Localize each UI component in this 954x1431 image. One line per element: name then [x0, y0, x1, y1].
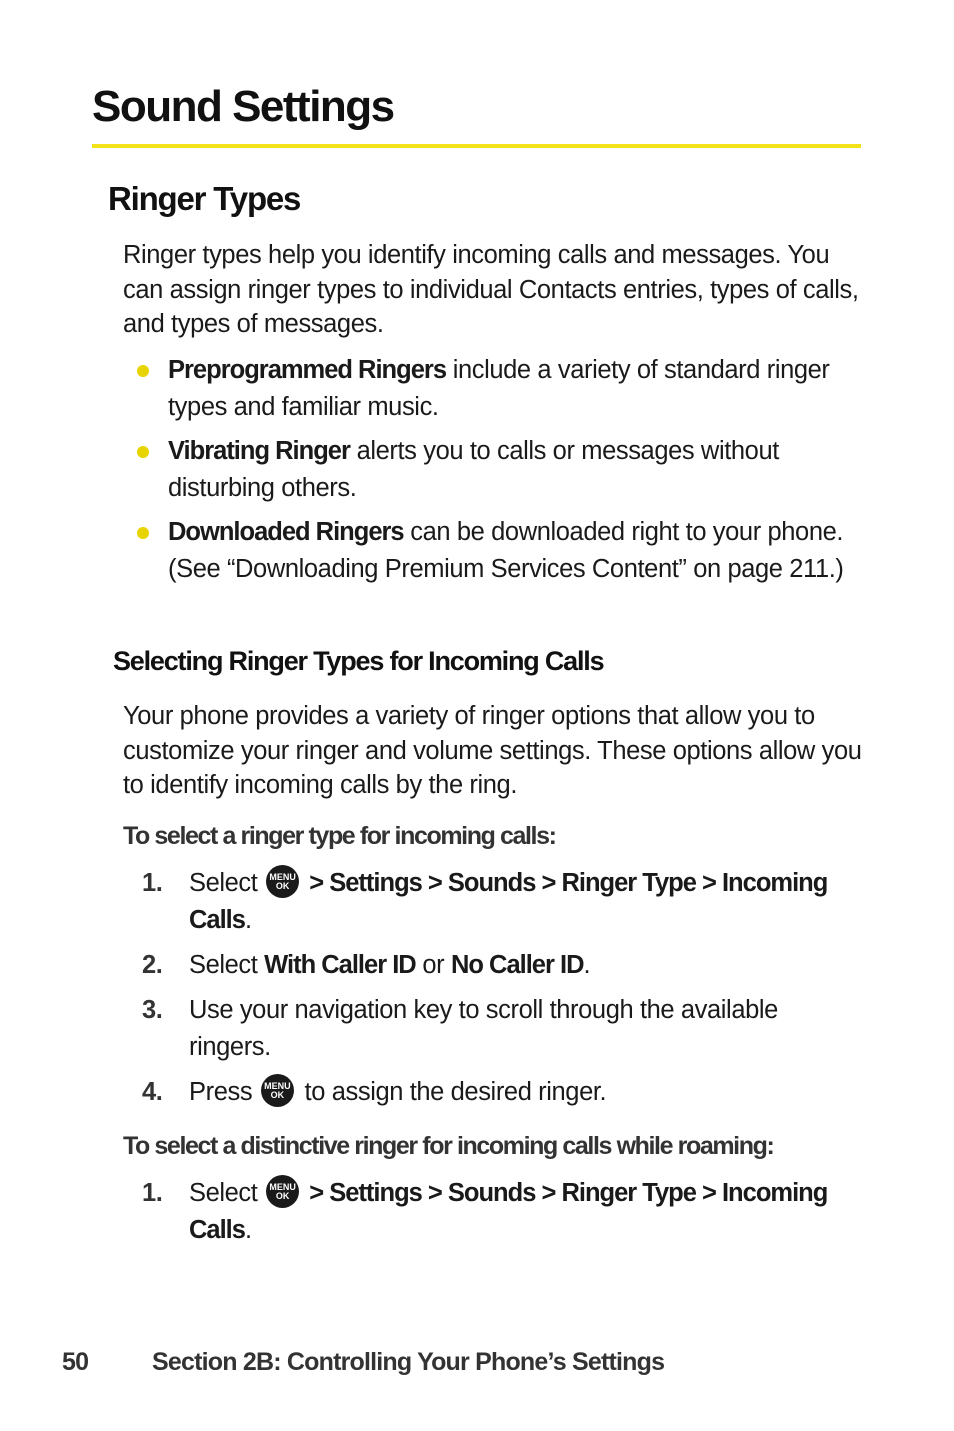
step-item [142, 992, 862, 1066]
bullet-term: Vibrating Ringer [168, 437, 350, 465]
sub-heading: Selecting Ringer Types for Incoming Calls [113, 646, 604, 676]
menu-ok-key-icon: MENU OK [266, 865, 299, 898]
step-number: 1. [142, 869, 163, 897]
title-rule [92, 144, 861, 148]
step-text: Press [189, 1078, 259, 1106]
intro-paragraph: Ringer types help you identify incoming calls and messages. You can assign ringer types to individual Contacts entries, types of calls, and types of messages. [123, 241, 859, 338]
page-number: 50 [62, 1348, 89, 1376]
menu-ok-key-icon: MENU OK [266, 1175, 299, 1208]
step-text: to assign the desired ringer. [297, 1078, 607, 1106]
bullet-term: Downloaded Ringers [168, 518, 404, 546]
page-footer [62, 1348, 664, 1377]
bullet-icon [137, 365, 149, 377]
step-text: or [415, 951, 451, 979]
bullet-term: Preprogrammed Ringers [168, 356, 447, 384]
page-title: Sound Settings [92, 82, 394, 131]
procedure-steps [142, 865, 862, 1119]
footer-section-title: Section 2B: Controlling Your Phone’s Settings [152, 1348, 665, 1376]
step-number: 3. [142, 996, 163, 1024]
step-text: . [244, 906, 252, 934]
menu-ok-key-icon: MENU OK [261, 1074, 294, 1107]
step-item [142, 1175, 862, 1249]
step-item [142, 947, 862, 984]
list-item [130, 514, 865, 587]
procedure-steps-roaming [142, 1175, 862, 1257]
option-with-caller-id: With Caller ID [264, 951, 416, 979]
step-number: 4. [142, 1078, 163, 1106]
bullet-text: include a variety of standard ringer types and familiar music. [168, 356, 830, 421]
sub-intro-paragraph: Your phone provides a variety of ringer options that allow you to customize your ringer and volume settings. These options allow you to identify incoming calls by the ring. [123, 702, 862, 799]
menu-path: > Settings > Sounds > Ringer Type > Incoming Calls [189, 869, 828, 934]
section-heading: Ringer Types [108, 180, 301, 217]
list-item [130, 352, 865, 425]
list-item [130, 433, 865, 506]
bullet-icon [137, 446, 149, 458]
step-text: . [583, 951, 591, 979]
procedure-heading: To select a ringer type for incoming calls: [123, 822, 556, 850]
bullet-text: can be downloaded right to your phone. (See “Downloading Premium Services Content” on page 211.) [168, 518, 844, 583]
procedure-heading-roaming: To select a distinctive ringer for incoming calls while roaming: [123, 1132, 774, 1160]
menu-path: > Settings > Sounds > Ringer Type > Incoming Calls [189, 1179, 828, 1244]
step-text: Select [189, 869, 265, 897]
bullet-icon [137, 527, 149, 539]
step-text: Select [189, 951, 265, 979]
option-no-caller-id: No Caller ID [450, 951, 584, 979]
step-item [142, 1074, 862, 1111]
step-text: . [244, 1216, 252, 1244]
step-text: Select [189, 1179, 265, 1207]
step-item [142, 865, 862, 939]
step-number: 2. [142, 951, 163, 979]
ringer-type-list [130, 352, 865, 595]
bullet-text: alerts you to calls or messages without disturbing others. [168, 437, 779, 502]
step-number: 1. [142, 1179, 163, 1207]
step-text: Use your navigation key to scroll through the available ringers. [189, 996, 778, 1061]
